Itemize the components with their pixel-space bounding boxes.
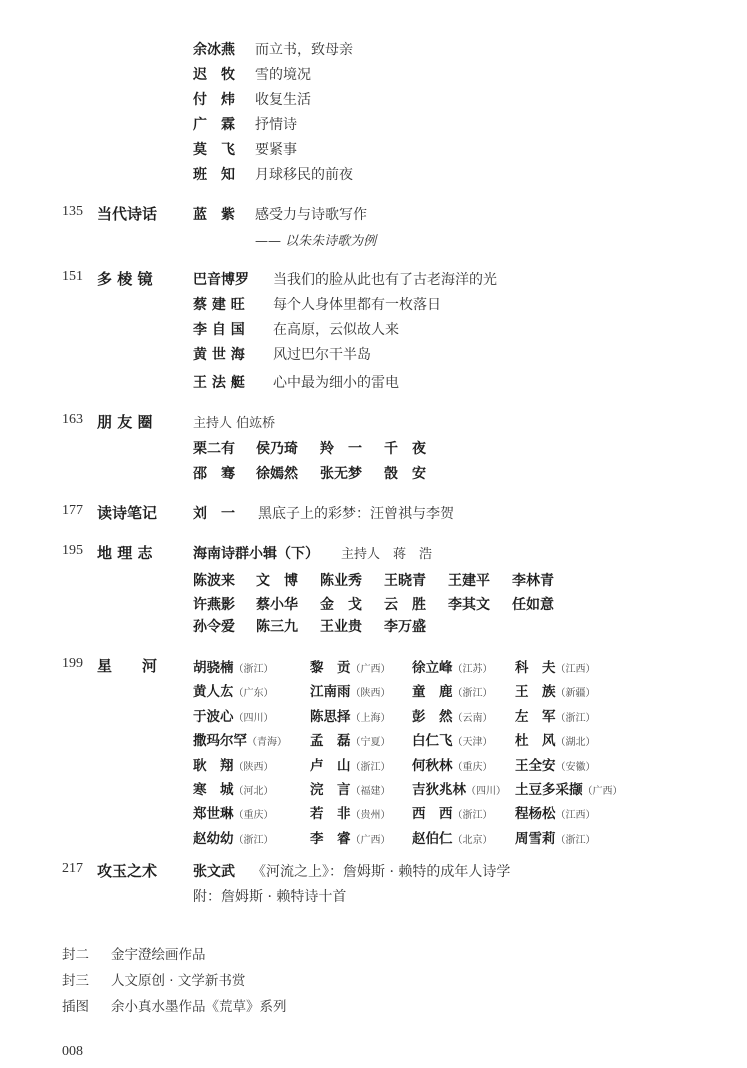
cover-label: 封二 [62, 947, 89, 963]
poet-entry [193, 705, 274, 725]
poet-entry [515, 778, 623, 798]
poet-entry [310, 705, 391, 725]
author: 李万盛 [384, 619, 426, 635]
poet-region: （陕西） [350, 688, 391, 700]
author: 班 知 [193, 167, 235, 183]
poet-region: （四川） [233, 712, 274, 724]
title: 在高原，云似故人来 [273, 322, 399, 338]
poet-region: （重庆） [452, 761, 493, 773]
poet-region: （贵州） [350, 810, 391, 822]
cover-label: 封三 [62, 973, 89, 989]
author: 邵 骞 [193, 466, 235, 482]
poet-region: （宁夏） [350, 737, 391, 749]
poet-name: 何秋林 [412, 757, 453, 774]
poet-entry [193, 802, 274, 822]
poet-name: 赵伯仁 [412, 830, 453, 847]
poet-name: 周雪莉 [515, 830, 556, 847]
author: 王 法 艇 [193, 375, 245, 391]
poet-region: （广东） [233, 688, 274, 700]
poet-name: 徐立峰 [412, 660, 453, 676]
poet-entry [193, 754, 274, 774]
poet-entry [412, 680, 493, 700]
poet-region: （四川） [466, 786, 506, 797]
poet-entry [412, 656, 493, 676]
poet-name: 寒 城 [193, 782, 234, 798]
poet-name: 王全安 [515, 757, 556, 774]
poet-name: 卢 山 [310, 757, 351, 774]
host-line: 主持人 伯竑桥 [193, 416, 276, 431]
poet-region: （云南） [452, 712, 493, 724]
poet-name: 耿 翔 [193, 757, 234, 774]
poet-name: 李 睿 [310, 830, 351, 847]
poet-name: 江南雨 [310, 684, 351, 701]
poet-region: （浙江） [555, 834, 596, 846]
author: 巴音博罗 [193, 272, 249, 288]
title: 抒情诗 [255, 117, 297, 133]
author: 云 胜 [384, 597, 426, 613]
author: 文 博 [256, 573, 298, 589]
author: 蔡 建 旺 [193, 297, 245, 313]
host-line: 主持人 蒋 浩 [341, 547, 433, 562]
poet-region: （浙江） [233, 664, 274, 675]
section-name: 朋 友 圈 [97, 413, 153, 431]
poet-entry [515, 680, 596, 700]
author: 莫 飞 [193, 142, 235, 158]
poet-name: 黎 贡 [310, 660, 351, 676]
cover-text: 金宇澄绘画作品 [111, 947, 206, 963]
poet-region: （浙江） [555, 712, 596, 724]
poet-region: （浙江） [350, 761, 391, 773]
author: 李林青 [512, 573, 554, 589]
section-name: 攻玉之术 [97, 862, 158, 880]
poet-entry [515, 827, 596, 847]
poet-entry [310, 754, 391, 774]
poet-name: 黄人厷 [193, 684, 234, 701]
poet-entry [412, 827, 493, 847]
appendix: 附：詹姆斯 · 赖特诗十首 [193, 889, 347, 905]
poet-entry [193, 778, 274, 798]
poet-entry [310, 656, 391, 676]
title: 月球移民的前夜 [255, 167, 353, 183]
poet-name: 杜 风 [515, 733, 556, 750]
poet-entry [310, 778, 391, 798]
author: 孙令爱 [193, 619, 235, 635]
poet-name: 郑世琳 [193, 806, 234, 823]
title: 当我们的脸从此也有了古老海洋的光 [273, 272, 497, 288]
title: 而立书，致母亲 [255, 42, 353, 58]
poet-region: （江苏） [452, 664, 493, 675]
poet-region: （陕西） [233, 761, 274, 773]
poet-entry [310, 729, 391, 749]
poet-name: 科 夫 [515, 660, 556, 676]
author: 任如意 [512, 597, 554, 613]
poet-name: 孟 磊 [310, 733, 351, 750]
author: 余冰燕 [193, 42, 235, 58]
poet-region: （安徽） [555, 761, 596, 773]
author: 刘 一 [193, 506, 235, 522]
poet-name: 程杨松 [515, 806, 556, 823]
poet-region: （北京） [452, 834, 493, 846]
author: 王业贵 [320, 619, 362, 635]
poet-entry [515, 656, 596, 676]
poet-entry [515, 705, 596, 725]
poet-entry [412, 705, 493, 725]
author: 张无梦 [320, 466, 362, 482]
poet-entry [310, 680, 391, 700]
cover-label: 插图 [62, 999, 89, 1015]
author: 千 夜 [384, 441, 426, 457]
subtitle: —— 以朱朱诗歌为例 [255, 234, 377, 249]
author: 付 炜 [193, 92, 235, 108]
page-ref: 199 [62, 656, 83, 671]
poet-region: （天津） [452, 737, 493, 749]
poet-name: 浣 言 [310, 782, 351, 798]
author: 陈业秀 [320, 573, 362, 589]
poet-region: （浙江） [452, 810, 493, 822]
poet-region: （新疆） [555, 688, 596, 700]
poet-entry [310, 802, 391, 822]
cover-text: 人文原创 · 文学新书赏 [111, 973, 246, 989]
title: 感受力与诗歌写作 [255, 207, 367, 223]
author: 徐嫣然 [256, 466, 298, 482]
poet-entry [412, 754, 493, 774]
poet-entry [515, 802, 596, 822]
poet-entry [193, 656, 274, 676]
author: 蓝 紫 [193, 207, 235, 223]
poet-entry [412, 729, 493, 749]
subsection-heading: 海南诗群小辑（下） [193, 546, 319, 562]
author: 王晓青 [384, 573, 426, 589]
poet-region: （广西） [350, 834, 391, 846]
poet-name: 胡骁楠 [193, 660, 234, 676]
poet-region: （浙江） [233, 834, 274, 846]
author: 陈波来 [193, 573, 235, 589]
poet-entry [193, 827, 274, 847]
page-ref: 135 [62, 204, 83, 219]
poet-region: （湖北） [555, 737, 596, 749]
poet-region: （江西） [555, 664, 596, 675]
title: 黑底子上的彩梦：汪曾祺与李贺 [258, 506, 454, 522]
title: 雪的境况 [255, 67, 311, 83]
author: 嗀 安 [384, 466, 426, 482]
poet-entry [412, 778, 506, 798]
page-number: 008 [62, 1044, 83, 1059]
poet-entry [412, 802, 493, 822]
poet-name: 彭 然 [412, 708, 453, 725]
author: 许燕影 [193, 597, 235, 613]
poet-region: （江西） [555, 810, 596, 822]
author: 广 霖 [193, 117, 235, 133]
author: 陈三九 [256, 619, 298, 635]
poet-region: （广西） [582, 786, 623, 797]
author: 李 自 国 [193, 322, 245, 338]
title: 要紧事 [255, 142, 297, 158]
author: 王建平 [448, 573, 490, 589]
author: 栗二有 [193, 441, 235, 457]
poet-entry [310, 827, 391, 847]
cover-text: 余小真水墨作品《荒草》系列 [111, 999, 287, 1015]
poet-name: 赵幼幼 [193, 830, 234, 847]
poet-region: （青海） [247, 737, 287, 749]
title: 收复生活 [255, 92, 311, 108]
section-name: 星 河 [97, 657, 158, 675]
section-name: 多 棱 镜 [97, 270, 153, 288]
poet-entry [515, 754, 596, 774]
section-name: 读诗笔记 [97, 504, 158, 522]
author: 蔡小华 [256, 597, 298, 613]
page-ref: 177 [62, 503, 83, 518]
poet-entry [515, 729, 596, 749]
poet-region: （广西） [350, 664, 391, 675]
poet-name: 土豆多采撷 [515, 782, 583, 798]
author: 李其文 [448, 597, 490, 613]
poet-entry [193, 729, 287, 749]
title: 风过巴尔干半岛 [273, 347, 371, 363]
page-ref: 217 [62, 861, 83, 876]
poet-name: 白仁飞 [412, 733, 453, 750]
title: 《河流之上》：詹姆斯 · 赖特的成年人诗学 [252, 864, 511, 880]
section-name: 当代诗话 [97, 205, 158, 223]
poet-region: （上海） [350, 712, 391, 724]
author: 金 戈 [320, 597, 362, 613]
page-ref: 163 [62, 412, 83, 427]
section-name: 地 理 志 [97, 544, 153, 562]
poet-name: 于波心 [193, 708, 234, 725]
poet-region: （重庆） [233, 810, 274, 822]
author: 迟 牧 [193, 67, 235, 83]
poet-name: 王 族 [515, 684, 556, 701]
page-ref: 151 [62, 269, 83, 284]
poet-name: 陈思择 [310, 708, 351, 725]
poet-region: （福建） [350, 786, 391, 797]
poet-region: （浙江） [452, 688, 493, 700]
title: 每个人身体里都有一枚落日 [273, 297, 441, 313]
poet-name: 童 鹿 [412, 684, 453, 701]
author: 侯乃琦 [256, 441, 298, 457]
poet-region: （河北） [233, 786, 274, 797]
author: 张文武 [193, 864, 235, 880]
poet-name: 左 军 [515, 708, 556, 725]
title: 心中最为细小的雷电 [273, 375, 399, 391]
author: 羚 一 [320, 441, 362, 457]
poet-entry [193, 680, 274, 700]
poet-name: 吉狄兆林 [412, 782, 466, 798]
poet-name: 西 西 [412, 806, 453, 823]
poet-name: 撒玛尔罕 [193, 733, 247, 750]
poet-name: 若 非 [310, 806, 351, 823]
page-ref: 195 [62, 543, 83, 558]
author: 黄 世 海 [193, 347, 245, 363]
